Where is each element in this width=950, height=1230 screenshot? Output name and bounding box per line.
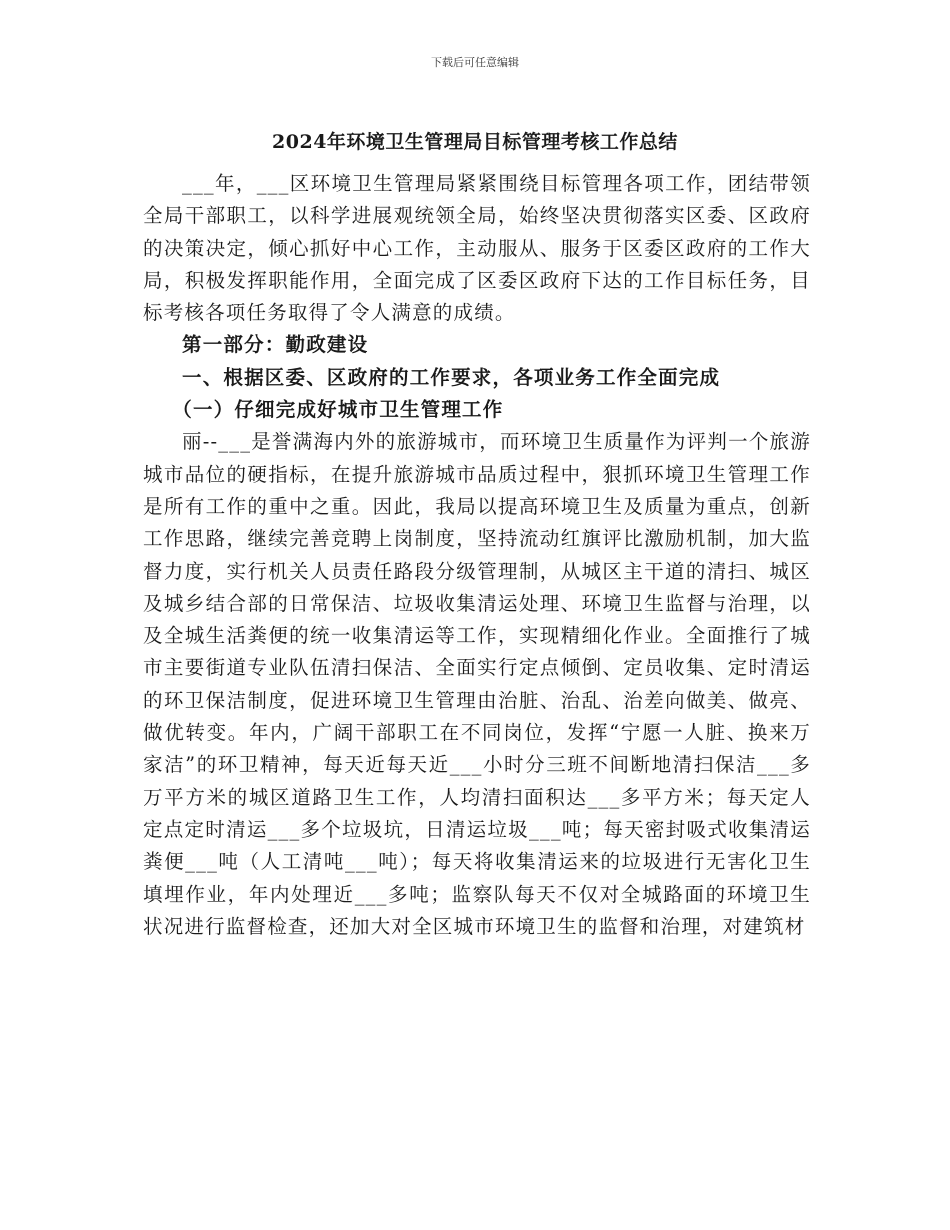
document-title: 2024年环境卫生管理局目标管理考核工作总结 [272,131,678,153]
intro-paragraph: ___年，___区环境卫生管理局紧紧围绕目标管理各项工作，团结带领全局干部职工，以科学进展观统领全局，始终坚决贯彻落实区委、区政府的决策决定，倾心抓好中心工作，主动服从、服务于区委区政府的工作大局，积极发挥职能作用，全面完成了区委区政府下达的工作目标任务，目标考核各项任务取得了令人满意的成绩。 [143,172,811,325]
part-heading: 第一部分：勤政建设 [182,333,369,357]
header-note: 下载后可任意编辑 [431,56,519,69]
section-heading: 一、根据区委、区政府的工作要求，各项业务工作全面完成 [182,365,721,389]
subsection-heading: （一）仔细完成好城市卫生管理工作 [172,398,504,422]
document-body [143,168,811,943]
main-paragraph: 丽--___是誉满海内外的旅游城市，而环境卫生质量作为评判一个旅游城市品位的硬指标，在提升旅游城市品质过程中，狠抓环境卫生管理工作是所有工作的重中之重。因此，我局以提高环境卫生及质量为重点，创新工作思路，继续完善竞聘上岗制度，坚持流动红旗评比激励机制，加大监督力度，实行机关人员责任路段分级管理制，从城区主干道的清扫、城区及城乡结合部的日常保洁、垃圾收集清运处理、环境卫生监督与治理，以及全城生活粪便的统一收集清运等工作，实现精细化作业。全面推行了城市主要街道专业队伍清扫保洁、全面实行定点倾倒、定员收集、定时清运的环卫保洁制度，促进环境卫生管理由治脏、治乱、治差向做美、做亮、做优转变。年内，广阔干部职工在不同岗位，发挥“宁愿一人脏、换来万家洁”的环卫精神，每天近每天近___小时分三班不间断地清扫保洁___多万平方米的城区道路卫生工作，人均清扫面积达___多平方米；每天定人定点定时清运___多个垃圾坑，日清运垃圾___吨；每天密封吸式收集清运粪便___吨（人工清吨___吨）；每天将收集清运来的垃圾进行无害化卫生填埋作业，年内处理近___多吨；监察队每天不仅对全城路面的环境卫生状况进行监督检查，还加大对全区城市环境卫生的监督和治理，对建筑材 [143,430,811,938]
